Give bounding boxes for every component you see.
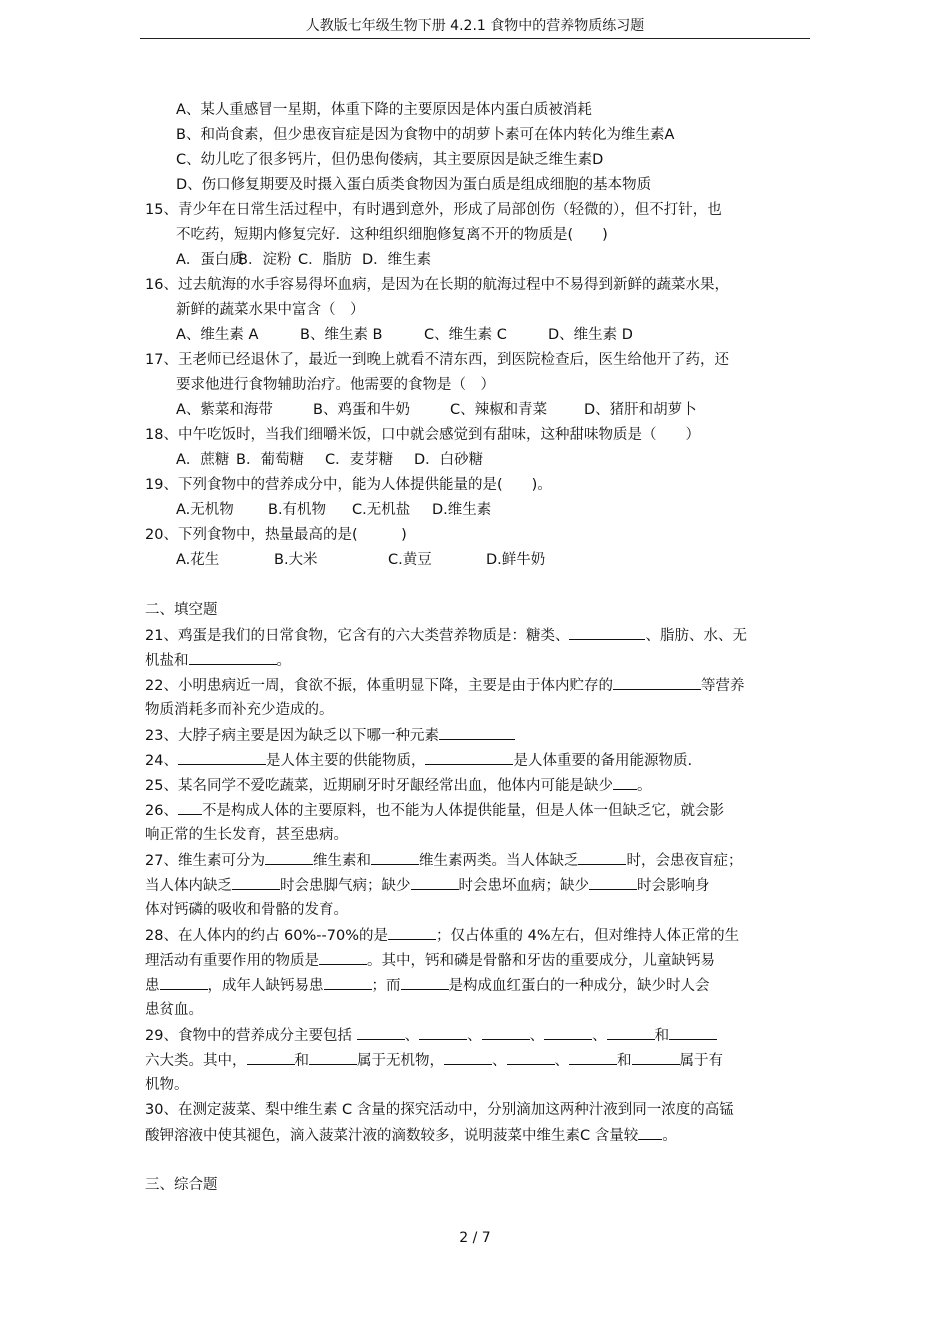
- answer-blank[interactable]: [401, 973, 449, 990]
- option: A、紫菜和海带: [176, 402, 273, 418]
- answer-blank[interactable]: [189, 648, 277, 665]
- q15-stem-cont: 不吃药，短期内修复完好．这种组织细胞修复离不开的物质是( ): [176, 227, 608, 243]
- page-header: 人教版七年级生物下册 4.2.1 食物中的营养物质练习题: [305, 18, 645, 34]
- q29-line3: 机物。: [145, 1077, 189, 1093]
- option: C、辣椒和青菜: [450, 402, 548, 418]
- answer-blank[interactable]: [507, 1048, 555, 1065]
- q28-line1: 28、在人体内的约占 60%--70%的是 ；仅占体重的 4%左右，但对维持人体正常的生: [145, 923, 739, 948]
- option: D.维生素: [432, 502, 492, 518]
- option: B．淀粉: [238, 252, 292, 268]
- answer-blank[interactable]: [589, 873, 637, 890]
- answer-blank[interactable]: [569, 623, 645, 640]
- q15-stem: 15、青少年在日常生活过程中，有时遇到意外，形成了局部创伤（轻微的），但不打针，也: [145, 202, 722, 218]
- answer-blank[interactable]: [607, 1023, 655, 1040]
- q22-line2: 物质消耗多而补充少造成的。: [145, 702, 334, 718]
- answer-blank[interactable]: [178, 798, 202, 815]
- option: C．麦芽糖: [325, 452, 394, 468]
- answer-blank[interactable]: [578, 848, 626, 865]
- option: A．蛋白质: [176, 252, 244, 268]
- answer-blank[interactable]: [638, 1123, 662, 1140]
- option: B、维生素 B: [300, 327, 383, 343]
- q14-option-d: D、伤口修复期要及时摄入蛋白质类食物因为蛋白质是组成细胞的基本物质: [176, 177, 652, 193]
- q28-line4: 患贫血。: [145, 1002, 203, 1018]
- option: B.有机物: [268, 502, 327, 518]
- answer-blank[interactable]: [232, 873, 280, 890]
- q29-line1: 29、食物中的营养成分主要包括 、 、 、 、 和: [145, 1023, 717, 1048]
- q26-line1: 26、 不是构成人体的主要原料，也不能为人体提供能量，但是人体一但缺乏它，就会影: [145, 798, 724, 823]
- q20-stem: 20、下列食物中，热量最高的是( ): [145, 527, 407, 543]
- q21-line1: 21、鸡蛋是我们的日常食物，它含有的六大类营养物质是：糖类、 、脂肪、水、无: [145, 623, 747, 648]
- answer-blank[interactable]: [613, 673, 701, 690]
- option: C．脂肪: [298, 252, 352, 268]
- q19-stem: 19、下列食物中的营养成分中，能为人体提供能量的是( )。: [145, 477, 552, 493]
- option: D.鲜牛奶: [486, 552, 546, 568]
- q14-option-a: A、某人重感冒一星期，体重下降的主要原因是体内蛋白质被消耗: [176, 102, 592, 118]
- answer-blank[interactable]: [160, 973, 208, 990]
- q27-line1: 27、维生素可分为 维生素和 维生素两类。当人体缺乏 时，会患夜盲症；: [145, 848, 742, 873]
- q17-options: [176, 398, 697, 422]
- option: D、猪肝和胡萝卜: [584, 402, 697, 418]
- q27-line3: 体对钙磷的吸收和骨骼的发育。: [145, 902, 348, 918]
- q28-line2: 理活动有重要作用的物质是 。其中，钙和磷是骨骼和牙齿的重要成分，儿童缺钙易: [145, 948, 715, 973]
- option: A、维生素 A: [176, 327, 259, 343]
- q18-stem: 18、中午吃饭时，当我们细嚼米饭，口中就会感觉到有甜味，这种甜味物质是（ ）: [145, 427, 700, 443]
- answer-blank[interactable]: [178, 748, 266, 765]
- answer-blank[interactable]: [371, 848, 419, 865]
- q23-line: 23、大脖子病主要是因为缺乏以下哪一种元素: [145, 723, 515, 748]
- option: D、维生素 D: [548, 327, 633, 343]
- q14-option-b: B、和尚食素，但少患夜盲症是因为食物中的胡萝卜素可在体内转化为维生素A: [176, 127, 675, 143]
- section-title-fill-blank: 二、填空题: [145, 602, 218, 618]
- answer-blank[interactable]: [357, 1023, 405, 1040]
- answer-blank[interactable]: [632, 1048, 680, 1065]
- q30-line2: 酸钾溶液中使其褪色，滴入菠菜汁液的滴数较多，说明菠菜中维生素C 含量较 。: [145, 1123, 677, 1148]
- answer-blank[interactable]: [544, 1023, 592, 1040]
- option: A.花生: [176, 552, 220, 568]
- option: C.黄豆: [388, 552, 432, 568]
- answer-blank[interactable]: [419, 1023, 467, 1040]
- option: D．白砂糖: [414, 452, 484, 468]
- answer-blank[interactable]: [613, 773, 637, 790]
- q20-options: [176, 548, 545, 572]
- q16-options: [176, 323, 633, 347]
- q17-stem: 17、王老师已经退休了，最近一到晚上就看不清东西，到医院检查后，医生给他开了药，还: [145, 352, 729, 368]
- option: C.无机盐: [352, 502, 411, 518]
- q15-options: [176, 248, 431, 272]
- q14-option-c: C、幼儿吃了很多钙片，但仍患佝偻病，其主要原因是缺乏维生素D: [176, 152, 604, 168]
- answer-blank[interactable]: [444, 1048, 492, 1065]
- section-title-comprehensive: 三、综合题: [145, 1177, 218, 1193]
- answer-blank[interactable]: [324, 973, 372, 990]
- option: B．葡萄糖: [236, 452, 304, 468]
- q28-line3: 患 ，成年人缺钙易患 ；而 是构成血红蛋白的一种成分，缺少时人会: [145, 973, 710, 998]
- q25-line: 25、某名同学不爱吃蔬菜，近期刷牙时牙龈经常出血，他体内可能是缺少 。: [145, 773, 651, 798]
- q18-options: [176, 448, 483, 472]
- q21-line2: 机盐和 。: [145, 648, 291, 673]
- q17-stem-cont: 要求他进行食物辅助治疗。他需要的食物是（ ）: [176, 377, 495, 393]
- header-rule: [140, 38, 810, 39]
- answer-blank[interactable]: [439, 723, 515, 740]
- answer-blank[interactable]: [247, 1048, 295, 1065]
- q27-line2: 当人体内缺乏 时会患脚气病；缺少 时会患坏血病；缺少 时会影响身: [145, 873, 710, 898]
- answer-blank[interactable]: [569, 1048, 617, 1065]
- q30-line1: 30、在测定菠菜、梨中维生素 C 含量的探究活动中，分别滴加这两种汁液到同一浓度的高锰: [145, 1102, 734, 1118]
- q29-line2: 六大类。其中， 和 属于无机物， 、 、 和 属于有: [145, 1048, 723, 1073]
- answer-blank[interactable]: [265, 848, 313, 865]
- q16-stem: 16、过去航海的水手容易得坏血病，是因为在长期的航海过程中不易得到新鲜的蔬菜水果，: [145, 277, 729, 293]
- option: B、鸡蛋和牛奶: [313, 402, 410, 418]
- answer-blank[interactable]: [425, 748, 513, 765]
- option: B.大米: [274, 552, 318, 568]
- option: D．维生素: [362, 252, 432, 268]
- q16-stem-cont: 新鲜的蔬菜水果中富含（ ）: [176, 302, 365, 318]
- q22-line1: 22、小明患病近一周，食欲不振，体重明显下降，主要是由于体内贮存的 等营养: [145, 673, 744, 698]
- option: A．蔗糖: [176, 452, 230, 468]
- option: C、维生素 C: [424, 327, 507, 343]
- answer-blank[interactable]: [388, 923, 436, 940]
- answer-blank[interactable]: [669, 1023, 717, 1040]
- answer-blank[interactable]: [411, 873, 459, 890]
- answer-blank[interactable]: [309, 1048, 357, 1065]
- page-number: 2 / 7: [459, 1230, 491, 1246]
- q24-line: 24、 是人体主要的供能物质， 是人体重要的备用能源物质.: [145, 748, 692, 773]
- q19-options: [176, 498, 491, 522]
- answer-blank[interactable]: [319, 948, 367, 965]
- q26-line2: 响正常的生长发育，甚至患病。: [145, 827, 348, 843]
- option: A.无机物: [176, 502, 234, 518]
- answer-blank[interactable]: [482, 1023, 530, 1040]
